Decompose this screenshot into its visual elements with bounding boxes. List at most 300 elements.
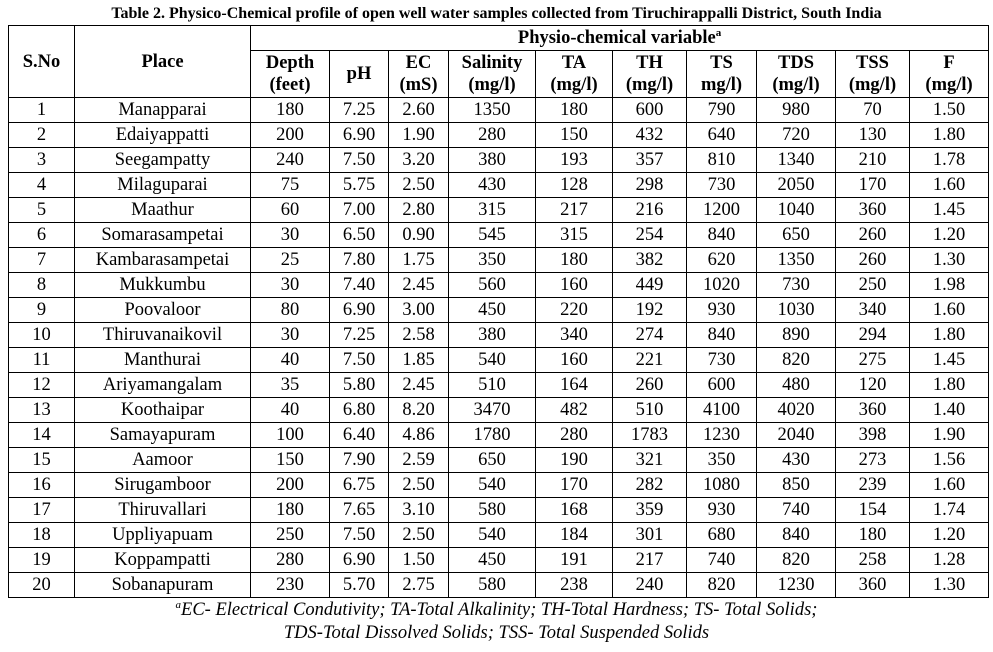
- cell-salinity: 280: [449, 123, 536, 148]
- header-ts-unit: mg/l): [700, 75, 743, 95]
- cell-f: 1.50: [910, 98, 989, 123]
- cell-th: 192: [613, 298, 687, 323]
- table-row: [9, 248, 989, 273]
- cell-ph: 7.50: [330, 523, 389, 548]
- cell-ec: 2.75: [389, 573, 449, 598]
- cell-ec: 2.60: [389, 98, 449, 123]
- cell-sno: 9: [9, 298, 75, 323]
- cell-ts: 840: [687, 323, 757, 348]
- cell-tds: 430: [757, 448, 836, 473]
- header-ph: [330, 51, 389, 98]
- cell-th: 274: [613, 323, 687, 348]
- cell-salinity: 545: [449, 223, 536, 248]
- table-row: [9, 173, 989, 198]
- cell-th: 449: [613, 273, 687, 298]
- cell-ta: 170: [536, 473, 613, 498]
- cell-salinity: 580: [449, 498, 536, 523]
- cell-ts: 1230: [687, 423, 757, 448]
- cell-salinity: 3470: [449, 398, 536, 423]
- cell-ta: 160: [536, 348, 613, 373]
- cell-tds: 650: [757, 223, 836, 248]
- cell-ta: 217: [536, 198, 613, 223]
- footnote-line-1: [0, 599, 993, 622]
- cell-ph: 6.90: [330, 298, 389, 323]
- cell-ph: 6.75: [330, 473, 389, 498]
- cell-f: 1.80: [910, 123, 989, 148]
- cell-depth: 180: [251, 98, 330, 123]
- cell-salinity: 560: [449, 273, 536, 298]
- header-depth-unit: (feet): [269, 75, 311, 95]
- cell-depth: 250: [251, 523, 330, 548]
- cell-salinity: 510: [449, 373, 536, 398]
- cell-ph: 7.00: [330, 198, 389, 223]
- cell-tss: 120: [836, 373, 910, 398]
- cell-tss: 180: [836, 523, 910, 548]
- header-tss-unit: (mg/l): [848, 75, 897, 95]
- cell-ec: 2.45: [389, 373, 449, 398]
- cell-depth: 30: [251, 323, 330, 348]
- header-ta-name: TA: [561, 53, 587, 73]
- cell-tss: 398: [836, 423, 910, 448]
- header-f-name: F: [943, 53, 955, 73]
- cell-depth: 75: [251, 173, 330, 198]
- cell-ts: 620: [687, 248, 757, 273]
- cell-th: 382: [613, 248, 687, 273]
- header-depth-name: Depth: [265, 53, 315, 73]
- cell-ec: 1.85: [389, 348, 449, 373]
- cell-depth: 60: [251, 198, 330, 223]
- cell-place: Manapparai: [75, 98, 251, 123]
- cell-sno: 16: [9, 473, 75, 498]
- cell-ph: 7.90: [330, 448, 389, 473]
- cell-place: Sirugamboor: [75, 473, 251, 498]
- cell-sno: 3: [9, 148, 75, 173]
- cell-sno: 11: [9, 348, 75, 373]
- table-row: [9, 523, 989, 548]
- cell-place: Ariyamangalam: [75, 373, 251, 398]
- cell-ta: 160: [536, 273, 613, 298]
- cell-tds: 480: [757, 373, 836, 398]
- header-salinity: [449, 51, 536, 98]
- cell-tss: 360: [836, 573, 910, 598]
- table-title: Table 2. Physico-Chemical profile of open well water samples collected from Tiruchirappalli District, South India: [111, 5, 882, 22]
- cell-ec: 2.58: [389, 323, 449, 348]
- cell-f: 1.20: [910, 223, 989, 248]
- cell-ts: 680: [687, 523, 757, 548]
- cell-ph: 7.80: [330, 248, 389, 273]
- cell-ts: 790: [687, 98, 757, 123]
- table-row: [9, 448, 989, 473]
- cell-salinity: 540: [449, 473, 536, 498]
- cell-ph: 6.40: [330, 423, 389, 448]
- cell-tss: 170: [836, 173, 910, 198]
- table-row: [9, 348, 989, 373]
- cell-ta: 340: [536, 323, 613, 348]
- header-tds-name: TDS: [778, 53, 814, 73]
- cell-sno: 8: [9, 273, 75, 298]
- cell-sno: 1: [9, 98, 75, 123]
- cell-tds: 840: [757, 523, 836, 548]
- table-row: [9, 148, 989, 173]
- cell-depth: 150: [251, 448, 330, 473]
- cell-ec: 2.50: [389, 473, 449, 498]
- cell-f: 1.60: [910, 173, 989, 198]
- water-quality-table: [8, 25, 989, 598]
- cell-sno: 12: [9, 373, 75, 398]
- cell-ec: 2.59: [389, 448, 449, 473]
- cell-depth: 25: [251, 248, 330, 273]
- cell-ph: 6.90: [330, 548, 389, 573]
- cell-ec: 4.86: [389, 423, 449, 448]
- cell-tss: 275: [836, 348, 910, 373]
- cell-place: Thiruvallari: [75, 498, 251, 523]
- cell-tss: 130: [836, 123, 910, 148]
- table-row: [9, 298, 989, 323]
- cell-depth: 230: [251, 573, 330, 598]
- cell-place: Mukkumbu: [75, 273, 251, 298]
- cell-tds: 1230: [757, 573, 836, 598]
- cell-th: 600: [613, 98, 687, 123]
- cell-depth: 280: [251, 548, 330, 573]
- cell-ec: 8.20: [389, 398, 449, 423]
- cell-tss: 154: [836, 498, 910, 523]
- cell-tss: 239: [836, 473, 910, 498]
- table-row: [9, 223, 989, 248]
- cell-ts: 840: [687, 223, 757, 248]
- cell-tss: 250: [836, 273, 910, 298]
- header-group-superscript: a: [715, 26, 722, 39]
- cell-tds: 740: [757, 498, 836, 523]
- table-row: [9, 198, 989, 223]
- cell-sno: 6: [9, 223, 75, 248]
- cell-ph: 5.75: [330, 173, 389, 198]
- cell-f: 1.74: [910, 498, 989, 523]
- cell-tds: 1340: [757, 148, 836, 173]
- cell-th: 260: [613, 373, 687, 398]
- cell-place: Somarasampetai: [75, 223, 251, 248]
- cell-th: 301: [613, 523, 687, 548]
- cell-ph: 7.25: [330, 98, 389, 123]
- cell-tss: 360: [836, 398, 910, 423]
- cell-depth: 40: [251, 398, 330, 423]
- cell-tds: 820: [757, 548, 836, 573]
- cell-place: Koppampatti: [75, 548, 251, 573]
- cell-salinity: 450: [449, 298, 536, 323]
- cell-f: 1.98: [910, 273, 989, 298]
- cell-tds: 2050: [757, 173, 836, 198]
- cell-tds: 4020: [757, 398, 836, 423]
- cell-place: Thiruvanaikovil: [75, 323, 251, 348]
- header-f-unit: (mg/l): [925, 75, 973, 95]
- cell-sno: 14: [9, 423, 75, 448]
- cell-sno: 13: [9, 398, 75, 423]
- cell-f: 1.45: [910, 198, 989, 223]
- cell-ec: 1.90: [389, 123, 449, 148]
- cell-ta: 193: [536, 148, 613, 173]
- header-ec-unit: (mS): [399, 75, 438, 95]
- cell-f: 1.28: [910, 548, 989, 573]
- cell-ta: 238: [536, 573, 613, 598]
- cell-ta: 315: [536, 223, 613, 248]
- cell-f: 1.40: [910, 398, 989, 423]
- cell-ts: 600: [687, 373, 757, 398]
- cell-ts: 930: [687, 498, 757, 523]
- cell-salinity: 430: [449, 173, 536, 198]
- cell-th: 217: [613, 548, 687, 573]
- cell-ta: 184: [536, 523, 613, 548]
- cell-depth: 240: [251, 148, 330, 173]
- cell-tss: 258: [836, 548, 910, 573]
- cell-ec: 3.10: [389, 498, 449, 523]
- header-ta: [536, 51, 613, 98]
- cell-sno: 5: [9, 198, 75, 223]
- cell-tds: 730: [757, 273, 836, 298]
- cell-th: 510: [613, 398, 687, 423]
- cell-salinity: 315: [449, 198, 536, 223]
- cell-ec: 0.90: [389, 223, 449, 248]
- table-row: [9, 123, 989, 148]
- header-salinity-unit: (mg/l): [468, 75, 516, 95]
- cell-sno: 2: [9, 123, 75, 148]
- cell-tss: 210: [836, 148, 910, 173]
- cell-salinity: 650: [449, 448, 536, 473]
- cell-sno: 15: [9, 448, 75, 473]
- cell-f: 1.60: [910, 473, 989, 498]
- cell-depth: 80: [251, 298, 330, 323]
- header-ph-name: pH: [346, 64, 372, 84]
- cell-tds: 1350: [757, 248, 836, 273]
- cell-tds: 850: [757, 473, 836, 498]
- cell-tds: 980: [757, 98, 836, 123]
- table-row: [9, 373, 989, 398]
- cell-ec: 1.50: [389, 548, 449, 573]
- cell-salinity: 1780: [449, 423, 536, 448]
- cell-place: Aamoor: [75, 448, 251, 473]
- footnote-line-1-text: EC- Electrical Condutivity; TA-Total Alkalinity; TH-Total Hardness; TS- Total Solids;: [181, 600, 818, 620]
- footnote-superscript: a: [175, 598, 182, 611]
- cell-ph: 6.80: [330, 398, 389, 423]
- header-tss-name: TSS: [856, 53, 889, 73]
- cell-depth: 200: [251, 123, 330, 148]
- cell-ph: 6.90: [330, 123, 389, 148]
- cell-th: 282: [613, 473, 687, 498]
- cell-depth: 200: [251, 473, 330, 498]
- cell-tds: 890: [757, 323, 836, 348]
- header-tds: [757, 51, 836, 98]
- cell-place: Maathur: [75, 198, 251, 223]
- cell-th: 240: [613, 573, 687, 598]
- cell-th: 359: [613, 498, 687, 523]
- cell-ts: 820: [687, 573, 757, 598]
- cell-f: 1.78: [910, 148, 989, 173]
- header-ec: [389, 51, 449, 98]
- footnote-line-2: TDS-Total Dissolved Solids; TSS- Total Suspended Solids: [283, 623, 710, 643]
- cell-ta: 150: [536, 123, 613, 148]
- cell-tss: 70: [836, 98, 910, 123]
- cell-place: Milaguparai: [75, 173, 251, 198]
- cell-ts: 1020: [687, 273, 757, 298]
- table-row: [9, 473, 989, 498]
- table-footnote: [0, 599, 993, 645]
- cell-tss: 273: [836, 448, 910, 473]
- header-salinity-name: Salinity: [461, 53, 523, 73]
- cell-tss: 260: [836, 223, 910, 248]
- cell-th: 321: [613, 448, 687, 473]
- cell-tss: 260: [836, 248, 910, 273]
- cell-tds: 1040: [757, 198, 836, 223]
- cell-place: Koothaipar: [75, 398, 251, 423]
- cell-ta: 164: [536, 373, 613, 398]
- header-ec-name: EC: [405, 53, 432, 73]
- table-row: [9, 573, 989, 598]
- header-ts: [687, 51, 757, 98]
- cell-f: 1.30: [910, 248, 989, 273]
- cell-salinity: 580: [449, 573, 536, 598]
- cell-ta: 280: [536, 423, 613, 448]
- cell-ts: 1200: [687, 198, 757, 223]
- cell-ta: 128: [536, 173, 613, 198]
- cell-ts: 640: [687, 123, 757, 148]
- cell-ec: 3.20: [389, 148, 449, 173]
- cell-ph: 7.25: [330, 323, 389, 348]
- cell-f: 1.56: [910, 448, 989, 473]
- header-sno: S.No: [9, 26, 75, 98]
- cell-sno: 7: [9, 248, 75, 273]
- cell-depth: 30: [251, 273, 330, 298]
- cell-tds: 820: [757, 348, 836, 373]
- table-row: [9, 423, 989, 448]
- table-row: [9, 498, 989, 523]
- header-place: Place: [75, 26, 251, 98]
- header-th-name: TH: [636, 53, 663, 73]
- cell-salinity: 350: [449, 248, 536, 273]
- cell-ta: 190: [536, 448, 613, 473]
- header-depth: [251, 51, 330, 98]
- cell-ta: 180: [536, 248, 613, 273]
- header-tss: [836, 51, 910, 98]
- cell-ec: 3.00: [389, 298, 449, 323]
- cell-ta: 168: [536, 498, 613, 523]
- cell-tss: 294: [836, 323, 910, 348]
- cell-depth: 40: [251, 348, 330, 373]
- cell-tss: 340: [836, 298, 910, 323]
- cell-place: Poovaloor: [75, 298, 251, 323]
- cell-sno: 19: [9, 548, 75, 573]
- cell-salinity: 540: [449, 523, 536, 548]
- cell-ts: 810: [687, 148, 757, 173]
- cell-place: Seegampatty: [75, 148, 251, 173]
- header-f: [910, 51, 989, 98]
- cell-f: 1.90: [910, 423, 989, 448]
- cell-ph: 5.80: [330, 373, 389, 398]
- cell-ts: 740: [687, 548, 757, 573]
- header-ta-unit: (mg/l): [550, 75, 598, 95]
- cell-ec: 2.45: [389, 273, 449, 298]
- cell-f: 1.30: [910, 573, 989, 598]
- cell-f: 1.45: [910, 348, 989, 373]
- cell-ph: 7.65: [330, 498, 389, 523]
- cell-depth: 100: [251, 423, 330, 448]
- cell-ts: 350: [687, 448, 757, 473]
- cell-ta: 180: [536, 98, 613, 123]
- cell-th: 254: [613, 223, 687, 248]
- cell-ts: 4100: [687, 398, 757, 423]
- table-row: [9, 398, 989, 423]
- cell-sno: 4: [9, 173, 75, 198]
- cell-depth: 30: [251, 223, 330, 248]
- cell-th: 216: [613, 198, 687, 223]
- cell-f: 1.80: [910, 373, 989, 398]
- cell-ta: 220: [536, 298, 613, 323]
- cell-ts: 930: [687, 298, 757, 323]
- cell-salinity: 1350: [449, 98, 536, 123]
- cell-place: Edaiyappatti: [75, 123, 251, 148]
- table-row: [9, 548, 989, 573]
- cell-ta: 191: [536, 548, 613, 573]
- header-th: [613, 51, 687, 98]
- cell-f: 1.20: [910, 523, 989, 548]
- header-group-label: Physio-chemical variable: [517, 28, 716, 48]
- cell-th: 1783: [613, 423, 687, 448]
- cell-th: 432: [613, 123, 687, 148]
- header-ts-name: TS: [710, 53, 733, 73]
- cell-th: 357: [613, 148, 687, 173]
- cell-th: 298: [613, 173, 687, 198]
- cell-place: Manthurai: [75, 348, 251, 373]
- table-row: [9, 98, 989, 123]
- cell-ph: 6.50: [330, 223, 389, 248]
- cell-place: Samayapuram: [75, 423, 251, 448]
- cell-tss: 360: [836, 198, 910, 223]
- cell-sno: 20: [9, 573, 75, 598]
- cell-sno: 10: [9, 323, 75, 348]
- cell-salinity: 380: [449, 148, 536, 173]
- cell-tds: 1030: [757, 298, 836, 323]
- cell-depth: 180: [251, 498, 330, 523]
- cell-ph: 7.40: [330, 273, 389, 298]
- table-row: [9, 323, 989, 348]
- cell-ph: 7.50: [330, 348, 389, 373]
- cell-ts: 730: [687, 173, 757, 198]
- cell-ta: 482: [536, 398, 613, 423]
- header-tds-unit: (mg/l): [772, 75, 820, 95]
- cell-salinity: 450: [449, 548, 536, 573]
- cell-sno: 18: [9, 523, 75, 548]
- cell-tds: 2040: [757, 423, 836, 448]
- cell-ec: 2.50: [389, 523, 449, 548]
- cell-place: Sobanapuram: [75, 573, 251, 598]
- cell-ph: 7.50: [330, 148, 389, 173]
- cell-ts: 730: [687, 348, 757, 373]
- cell-ec: 2.50: [389, 173, 449, 198]
- cell-depth: 35: [251, 373, 330, 398]
- cell-f: 1.80: [910, 323, 989, 348]
- cell-place: Kambarasampetai: [75, 248, 251, 273]
- cell-f: 1.60: [910, 298, 989, 323]
- cell-tds: 720: [757, 123, 836, 148]
- cell-place: Uppliyapuam: [75, 523, 251, 548]
- header-group: [251, 26, 989, 51]
- cell-ph: 5.70: [330, 573, 389, 598]
- cell-ec: 1.75: [389, 248, 449, 273]
- cell-ec: 2.80: [389, 198, 449, 223]
- cell-th: 221: [613, 348, 687, 373]
- cell-ts: 1080: [687, 473, 757, 498]
- cell-salinity: 540: [449, 348, 536, 373]
- cell-sno: 17: [9, 498, 75, 523]
- header-th-unit: (mg/l): [625, 75, 674, 95]
- table-row: [9, 273, 989, 298]
